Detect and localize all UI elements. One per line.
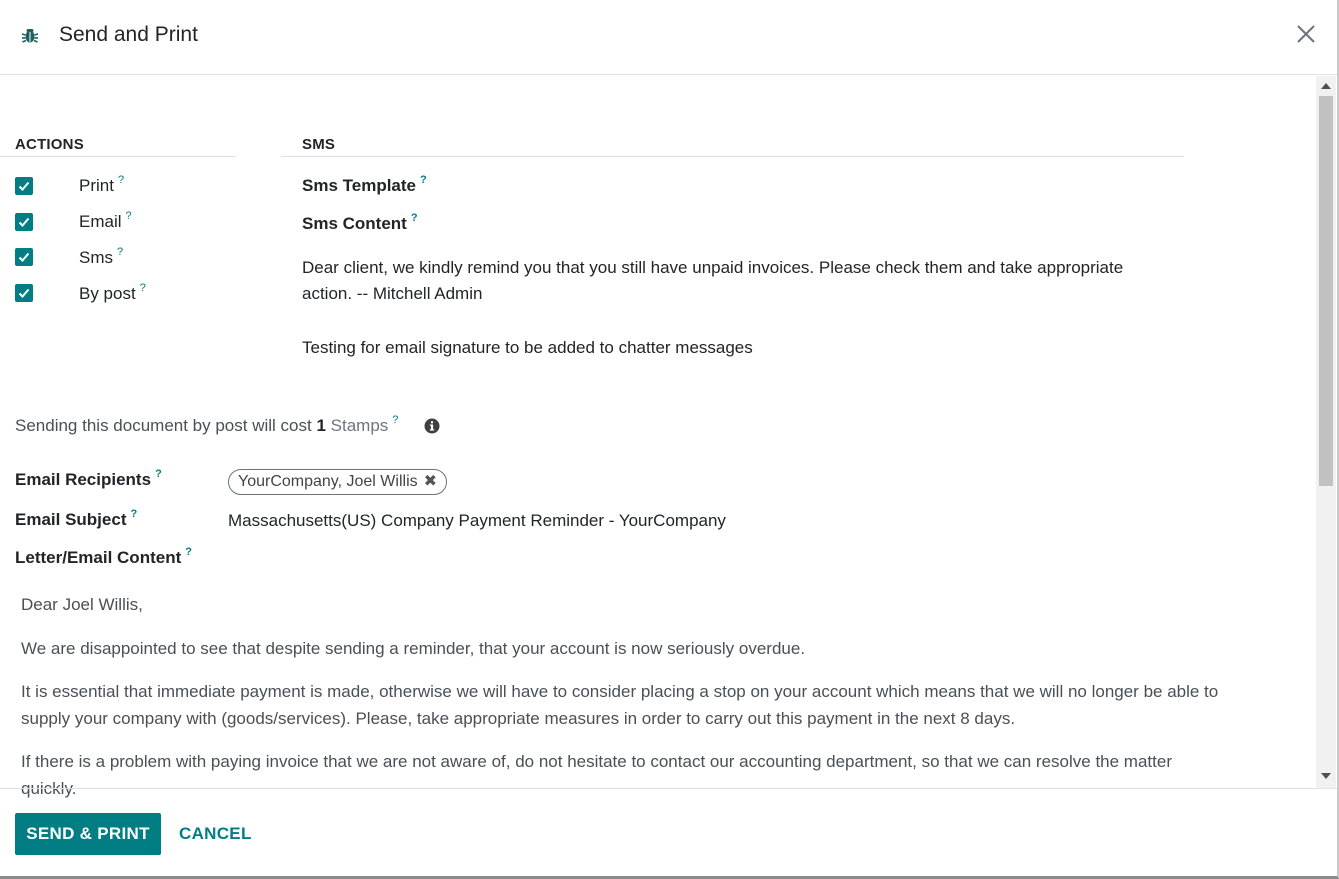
print-checkbox[interactable] [15,177,33,195]
scrollbar-thumb[interactable] [1319,96,1333,486]
sms-content-line-2[interactable]: action. -- Mitchell Admin [302,284,483,303]
help-icon[interactable]: ? [155,468,162,480]
help-icon[interactable]: ? [117,246,124,258]
sms-label: Sms ? [79,246,124,267]
letter-content-label: Letter/Email Content ? [15,546,192,567]
sms-content-label: Sms Content ? [302,212,418,233]
letter-paragraph-2-line-1[interactable]: It is essential that immediate payment is made, otherwise we will have to consider placing a stop on your account which means that we will no longer be able to [21,682,1219,701]
email-recipients-label: Email Recipients ? [15,468,162,489]
checkmark-icon [17,179,31,193]
checkmark-icon [17,215,31,229]
letter-paragraph-3-line-2[interactable]: quickly. [21,779,77,798]
print-label: Print ? [79,174,125,195]
email-checkbox[interactable] [15,213,33,231]
letter-paragraph-2-line-2[interactable]: supply your company with (goods/services). Please, take appropriate measures in order to carry out this payment in the next 8 days. [21,709,1016,728]
letter-paragraph-1[interactable]: We are disappointed to see that despite sending a reminder, that your account is now seriously overdue. [21,639,806,658]
dialog-body [0,76,1337,798]
help-icon[interactable]: ? [139,282,146,294]
actions-heading: ACTIONS [15,136,84,153]
letter-paragraph-3-line-1[interactable]: If there is a problem with paying invoice that we are not aware of, do not hesitate to contact our accounting department, so that we can resolve the matter [21,752,1172,771]
by-post-checkbox[interactable] [15,284,33,302]
email-label: Email ? [79,210,132,231]
help-icon[interactable]: ? [125,210,132,222]
checkmark-icon [17,286,31,300]
cancel-button[interactable]: CANCEL [170,813,261,855]
close-icon[interactable] [1294,22,1318,46]
scroll-down-icon[interactable] [1321,773,1331,779]
remove-tag-icon[interactable]: ✖ [423,473,438,490]
bug-icon[interactable] [20,25,40,45]
stamps-label: Stamps [330,416,389,435]
dialog-header [0,0,1337,75]
actions-divider [0,156,236,157]
help-icon[interactable]: ? [420,174,427,186]
email-subject-input[interactable]: Massachusetts(US) Company Payment Reminder - YourCompany [228,511,726,530]
help-icon[interactable]: ? [185,546,192,558]
dialog-scrollbar[interactable] [1316,76,1336,788]
recipient-tag[interactable] [228,469,447,495]
post-cost-text: Sending this document by post will cost 1 Stamps ? [15,414,399,435]
sms-divider [281,156,1184,157]
send-and-print-button[interactable]: SEND & PRINT [15,813,161,855]
scroll-up-icon[interactable] [1321,83,1331,89]
checkmark-icon [17,250,31,264]
help-icon[interactable]: ? [117,174,125,186]
sms-checkbox[interactable] [15,248,33,266]
help-icon[interactable]: ? [392,414,399,426]
email-subject-label: Email Subject ? [15,508,138,529]
sms-template-label: Sms Template ? [302,174,427,195]
by-post-label: By post ? [79,282,146,303]
sms-heading: SMS [302,136,336,153]
stamp-count: 1 [316,416,326,435]
dialog-footer [0,788,1337,876]
dialog-title: Send and Print [59,23,198,46]
sms-content-line-3[interactable]: Testing for email signature to be added to chatter messages [302,338,753,357]
help-icon[interactable]: ? [410,212,418,224]
recipient-tag-label: YourCompany, Joel Willis [238,473,418,490]
info-icon[interactable] [424,418,440,434]
letter-greeting[interactable]: Dear Joel Willis, [21,595,143,614]
help-icon[interactable]: ? [130,508,138,520]
sms-content-line-1[interactable]: Dear client, we kindly remind you that you still have unpaid invoices. Please check them and take appropriate [302,258,1124,277]
